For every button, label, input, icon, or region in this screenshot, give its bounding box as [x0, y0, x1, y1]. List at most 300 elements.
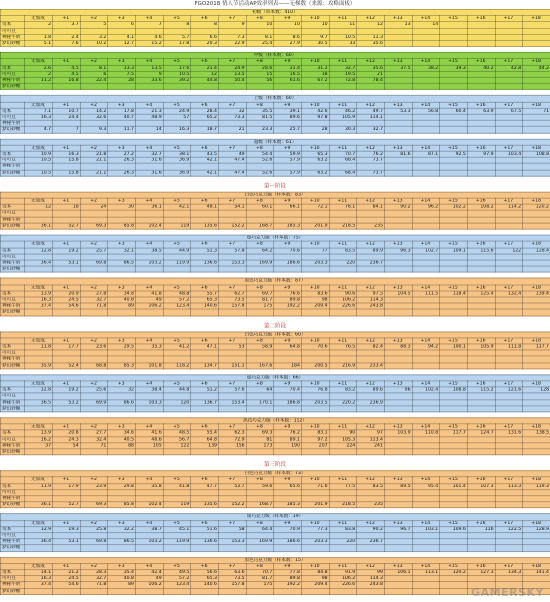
column-header: +14 [412, 338, 440, 344]
table-cell: 8.1 [80, 65, 108, 71]
row-label: 梦幻砂糖 [1, 362, 25, 368]
table-cell [412, 127, 440, 133]
table-cell: 83.5 [357, 483, 385, 489]
column-header: +8 [246, 563, 274, 569]
table-cell: 21.1 [80, 158, 108, 164]
table-cell: 60.1 [246, 204, 274, 210]
table-cell: 122 [495, 248, 523, 254]
column-header: +1 [53, 102, 81, 108]
column-header: +18 [523, 381, 550, 387]
table-cell: 134.7 [191, 362, 219, 368]
table-cell [495, 40, 523, 46]
column-header: +15 [440, 241, 468, 247]
table-cell: 114.3 [357, 576, 385, 582]
table-cell: 114.1 [357, 114, 385, 120]
table-cell: 81.7 [246, 297, 274, 303]
table-cell: 119.9 [163, 539, 191, 545]
table-cell: 19.5 [329, 71, 357, 77]
table-cell [53, 266, 81, 272]
row-label: 贡本 [1, 570, 25, 576]
table-cell: 175 [246, 303, 274, 309]
table-cell: 220 [329, 260, 357, 266]
table-cell: 48.1 [191, 204, 219, 210]
column-header: +3 [108, 145, 136, 151]
table-cell: 136.7 [191, 399, 219, 405]
column-header: +13 [384, 285, 412, 291]
table-cell: 40.8 [108, 576, 136, 582]
column-header: +17 [495, 381, 523, 387]
table-cell [523, 406, 550, 412]
table-cell: 102.4 [135, 223, 163, 229]
table-cell: 77.3 [301, 526, 329, 532]
table-cell: 23.9 [80, 483, 108, 489]
table-cell: 1.8 [25, 34, 53, 40]
table-cell [135, 449, 163, 455]
table-cell [108, 588, 136, 594]
table-cell: 24.5 [53, 297, 81, 303]
table-cell: 90.6 [329, 291, 357, 297]
table-cell: 190 [274, 443, 302, 449]
column-header: +16 [467, 102, 495, 108]
column-header: +9 [274, 198, 302, 204]
column-header: +4 [135, 285, 163, 291]
table-cell: 97.8 [301, 114, 329, 120]
table-cell: 64.2 [246, 248, 274, 254]
table-cell: 6 [108, 22, 136, 28]
table-cell: 103.2 [135, 260, 163, 266]
table-cell: 37.4 [25, 582, 53, 588]
table-cell: 16.3 [53, 151, 81, 157]
table-cell: 209.4 [301, 303, 329, 309]
table-cell [53, 84, 81, 90]
column-header: 无加成 [25, 241, 53, 247]
column-header: +16 [467, 198, 495, 204]
table-cell: 32.7 [80, 576, 108, 582]
table-cell: 157.8 [218, 303, 246, 309]
table-cell: 70.9 [274, 526, 302, 532]
table-cell: 243.8 [357, 582, 385, 588]
table-cell: 67.2 [301, 77, 329, 83]
table-cell: 111.5 [412, 291, 440, 297]
table-cell [191, 545, 219, 551]
table-cell: 226.6 [329, 582, 357, 588]
table-cell: 57.2 [163, 576, 191, 582]
column-header: +11 [329, 338, 357, 344]
table-cell: 32.1 [108, 248, 136, 254]
table-cell: 122 [163, 443, 191, 449]
column-header: +1 [53, 424, 81, 430]
table-cell: 106.2 [135, 582, 163, 588]
column-header: +2 [80, 285, 108, 291]
table-cell: 30.5 [301, 40, 329, 46]
block-caption: 初级（样本数：410） [1, 9, 550, 15]
table-cell: 106.2 [329, 297, 357, 303]
table-cell [467, 502, 495, 508]
table-cell [274, 449, 302, 455]
table-cell [135, 545, 163, 551]
table-cell: 27.7 [80, 430, 108, 436]
table-cell: 5 [80, 22, 108, 28]
table-cell: 71.6 [301, 483, 329, 489]
table-cell: 12.9 [25, 526, 53, 532]
column-header: +14 [412, 424, 440, 430]
table-cell: 64.8 [274, 344, 302, 350]
efficiency-table [0, 9, 550, 47]
table-cell: 53 [218, 344, 246, 350]
column-header: +8 [246, 285, 274, 291]
table-cell [246, 84, 274, 90]
table-cell [301, 588, 329, 594]
column-header: +16 [467, 381, 495, 387]
column-header: +1 [53, 381, 81, 387]
table-cell: 16.3 [25, 297, 53, 303]
table-cell: 32.7 [357, 127, 385, 133]
table-cell: 77 [301, 248, 329, 254]
column-header: +13 [384, 241, 412, 247]
column-header: +2 [80, 16, 108, 22]
table-cell: 59.6 [246, 483, 274, 489]
table-cell: 68.4 [329, 158, 357, 164]
table-cell: 10 [246, 22, 274, 28]
table-cell: 89.1 [274, 436, 302, 442]
table-cell [384, 588, 412, 594]
table-cell [108, 545, 136, 551]
table-row [1, 545, 550, 551]
column-header: +3 [108, 381, 136, 387]
row-label: 神秘牛奶 [1, 356, 25, 362]
table-cell: 65.3 [301, 151, 329, 157]
column-header: +3 [108, 241, 136, 247]
column-header: +2 [80, 338, 108, 344]
column-header: +18 [523, 16, 550, 22]
column-header: +18 [523, 477, 550, 483]
table-cell: 243.8 [357, 303, 385, 309]
table-cell: 115.6 [467, 248, 495, 254]
row-label: 贡本 [1, 344, 25, 350]
table-cell: 10 [301, 22, 329, 28]
row-label: 神秘牛奶 [1, 582, 25, 588]
table-cell: 69.3 [80, 502, 108, 508]
column-header: +12 [357, 563, 385, 569]
table-cell: 10.5 [25, 158, 53, 164]
table-cell: 31.6 [135, 170, 163, 176]
column-header: +16 [467, 520, 495, 526]
table-cell: 49 [135, 576, 163, 582]
table-cell: 30 [108, 204, 136, 210]
table-cell: 63.6 [218, 570, 246, 576]
table-cell: 69.3 [80, 223, 108, 229]
column-header: +7 [218, 563, 246, 569]
table-cell: 52.7 [53, 223, 81, 229]
table-cell: 71.8 [80, 303, 108, 309]
table-cell: 6 [80, 71, 108, 77]
table-cell: 56 [246, 77, 274, 83]
table-cell: 120.2 [523, 204, 550, 210]
table-cell: 104.5 [384, 291, 412, 297]
table-cell: 97.2 [301, 436, 329, 442]
column-header: +6 [191, 477, 219, 483]
column-header: +1 [53, 16, 81, 22]
column-header: +17 [495, 16, 523, 22]
row-label: 可可豆 [1, 297, 25, 303]
table-cell: 7.1 [25, 108, 53, 114]
column-header: +5 [163, 381, 191, 387]
column-header: +18 [523, 424, 550, 430]
table-cell: 203.3 [301, 260, 329, 266]
column-header: +4 [135, 102, 163, 108]
table-cell: 115.2 [467, 387, 495, 393]
table-cell: 21.3 [135, 108, 163, 114]
table-row [1, 84, 550, 90]
table-cell: 31.4 [274, 65, 302, 71]
table-cell: 40.2 [467, 65, 495, 71]
table-cell: 5.7 [163, 34, 191, 40]
table-cell [191, 309, 219, 315]
column-header: +6 [191, 285, 219, 291]
row-label: 梦幻砂糖 [1, 223, 25, 229]
column-header: +10 [301, 198, 329, 204]
column-header: +15 [440, 16, 468, 22]
table-row [1, 40, 550, 46]
table-cell: 114.2 [495, 204, 523, 210]
table-cell: 12.8 [25, 387, 53, 393]
table-cell: 106.1 [384, 570, 412, 576]
table-cell: 32 [218, 108, 246, 114]
column-header: 无加成 [25, 477, 53, 483]
table-cell [53, 309, 81, 315]
table-cell [80, 588, 108, 594]
column-header: +9 [274, 285, 302, 291]
table-cell: 96 [384, 387, 412, 393]
column-header: +18 [523, 520, 550, 526]
column-header: +6 [191, 563, 219, 569]
table-cell [301, 545, 329, 551]
table-cell: 15.8 [53, 158, 81, 164]
table-cell: 65.6 [274, 483, 302, 489]
table-cell: 42.6 [301, 108, 329, 114]
column-header: +5 [163, 563, 191, 569]
table-cell: 16.2 [25, 436, 53, 442]
column-header: +4 [135, 424, 163, 430]
column-header: +7 [218, 145, 246, 151]
table-cell: 84.1 [357, 204, 385, 210]
table-cell [218, 588, 246, 594]
block-caption: 黑色巧克力级（样本数：87） [1, 278, 550, 284]
column-header: +12 [357, 145, 385, 151]
column-header: +9 [274, 102, 302, 108]
column-header: +12 [357, 477, 385, 483]
table-cell: 65.2 [191, 114, 219, 120]
row-label: 可可豆 [1, 28, 25, 34]
stage-heading: 第一阶段 [0, 182, 550, 192]
table-cell [80, 406, 108, 412]
table-cell: 20.9 [53, 291, 81, 297]
column-header: +14 [412, 381, 440, 387]
column-header: +13 [384, 338, 412, 344]
table-cell: 35.4 [108, 570, 136, 576]
table-cell: 169.9 [246, 260, 274, 266]
table-cell: 209.4 [301, 582, 329, 588]
column-header: +3 [108, 424, 136, 430]
table-cell: 220 [329, 539, 357, 545]
column-header: +11 [329, 424, 357, 430]
column-header: +8 [246, 477, 274, 483]
column-header: +5 [163, 424, 191, 430]
stage-heading: 第三阶段 [0, 460, 550, 470]
column-header: +1 [53, 198, 81, 204]
table-cell [274, 84, 302, 90]
column-header: +17 [495, 424, 523, 430]
row-label: 神秘牛奶 [1, 496, 25, 502]
table-cell: 25.7 [274, 127, 302, 133]
table-cell: 68.4 [329, 170, 357, 176]
table-cell [163, 84, 191, 90]
column-header: +10 [301, 59, 329, 65]
column-header: +15 [440, 59, 468, 65]
row-label: 梦幻砂糖 [1, 127, 25, 133]
table-cell [80, 309, 108, 315]
table-cell: 124.7 [467, 430, 495, 436]
column-header: +14 [412, 16, 440, 22]
table-row [1, 170, 550, 176]
column-header: +9 [274, 241, 302, 247]
table-cell: 28.6 [246, 65, 274, 71]
row-label: 神秘牛奶 [1, 217, 25, 223]
table-cell: 73.7 [357, 158, 385, 164]
column-header: +2 [80, 102, 108, 108]
table-cell: 29.8 [108, 483, 136, 489]
table-cell: 89.9 [357, 248, 385, 254]
table-cell: 69.3 [246, 430, 274, 436]
row-label: 神秘牛奶 [1, 399, 25, 405]
table-cell: 28 [108, 77, 136, 83]
table-cell: 83.6 [301, 291, 329, 297]
table-cell: 8 [191, 22, 219, 28]
table-cell: 21 [218, 127, 246, 133]
column-header: +17 [495, 145, 523, 151]
column-header: +10 [301, 285, 329, 291]
table-cell: 61.6 [274, 77, 302, 83]
table-cell: 103.9 [384, 430, 412, 436]
table-cell [246, 588, 274, 594]
table-cell: 13.3 [108, 65, 136, 71]
table-cell [412, 449, 440, 455]
table-cell [467, 127, 495, 133]
column-header: +14 [412, 477, 440, 483]
column-header: +5 [163, 241, 191, 247]
table-cell: 70.7 [329, 151, 357, 157]
table-cell: 49 [135, 297, 163, 303]
table-cell: 27.2 [108, 151, 136, 157]
row-label: 梦幻砂糖 [1, 406, 25, 412]
table-cell: 185.3 [274, 223, 302, 229]
table-cell: 38.1 [163, 151, 191, 157]
column-header: +15 [440, 285, 468, 291]
table-cell [163, 266, 191, 272]
block-caption: 银巧克力级（样本数：66） [1, 375, 550, 381]
column-header: +9 [274, 477, 302, 483]
table-cell: 207 [301, 443, 329, 449]
table-row [1, 502, 550, 508]
column-header: 无加成 [25, 563, 53, 569]
column-header: +7 [218, 16, 246, 22]
row-label: 可可豆 [1, 71, 25, 77]
table-cell: 47.1 [191, 344, 219, 350]
column-header: +4 [135, 198, 163, 204]
table-cell: 88.3 [384, 344, 412, 350]
table-cell: 47.4 [218, 170, 246, 176]
table-cell: 21.2 [53, 570, 81, 576]
table-cell [467, 266, 495, 272]
column-header: +14 [412, 285, 440, 291]
table-cell [53, 449, 81, 455]
table-cell: 140.6 [191, 582, 219, 588]
row-label: 梦幻砂糖 [1, 545, 25, 551]
table-cell [412, 588, 440, 594]
table-cell: 22.9 [218, 40, 246, 46]
table-cell: 37.5 [384, 65, 412, 71]
table-cell: 44.2 [523, 65, 550, 71]
row-label: 贡本 [1, 108, 25, 114]
column-header: +6 [191, 145, 219, 151]
column-header: +15 [440, 145, 468, 151]
table-cell: 83.1 [301, 430, 329, 436]
column-header: +7 [218, 102, 246, 108]
table-cell [523, 449, 550, 455]
table-cell: 203.5 [301, 399, 329, 405]
table-cell [191, 266, 219, 272]
table-cell: 97.9 [467, 151, 495, 157]
column-header: +17 [495, 59, 523, 65]
table-cell: 218.5 [329, 502, 357, 508]
table-cell: 100.1 [440, 344, 468, 350]
table-cell: 134.3 [495, 570, 523, 576]
table-cell: 89 [108, 303, 136, 309]
column-header: +8 [246, 59, 274, 65]
table-cell: 22.4 [80, 77, 108, 83]
column-header: +7 [218, 241, 246, 247]
table-cell [412, 266, 440, 272]
table-cell: 120.2 [440, 570, 468, 576]
row-label: 贡本 [1, 430, 25, 436]
table-cell [357, 84, 385, 90]
table-cell: 54.1 [218, 204, 246, 210]
table-cell: 136.6 [191, 539, 219, 545]
table-cell: 14.2 [80, 108, 108, 114]
table-cell [467, 170, 495, 176]
table-cell: 63.2 [301, 158, 329, 164]
table-cell: 85.8 [108, 223, 136, 229]
table-cell: 4.5 [53, 65, 81, 71]
column-header: +12 [357, 198, 385, 204]
table-cell: 11.7 [108, 127, 136, 133]
table-cell: 36.1 [135, 204, 163, 210]
table-cell: 58.9 [246, 344, 274, 350]
table-cell: 108.8 [440, 387, 468, 393]
table-cell: 35.6 [357, 65, 385, 71]
table-cell: 116 [467, 526, 495, 532]
table-cell: 117.7 [523, 344, 550, 350]
table-cell [412, 223, 440, 229]
table-cell [384, 170, 412, 176]
block-caption: 黑色巧克力级（样本数：15） [1, 557, 550, 563]
column-header: +14 [412, 520, 440, 526]
table-cell: 32 [108, 387, 136, 393]
table-cell: 4.1 [108, 34, 136, 40]
table-cell: 94.2 [412, 344, 440, 350]
column-header: +1 [53, 145, 81, 151]
table-cell: 97.5 [357, 291, 385, 297]
